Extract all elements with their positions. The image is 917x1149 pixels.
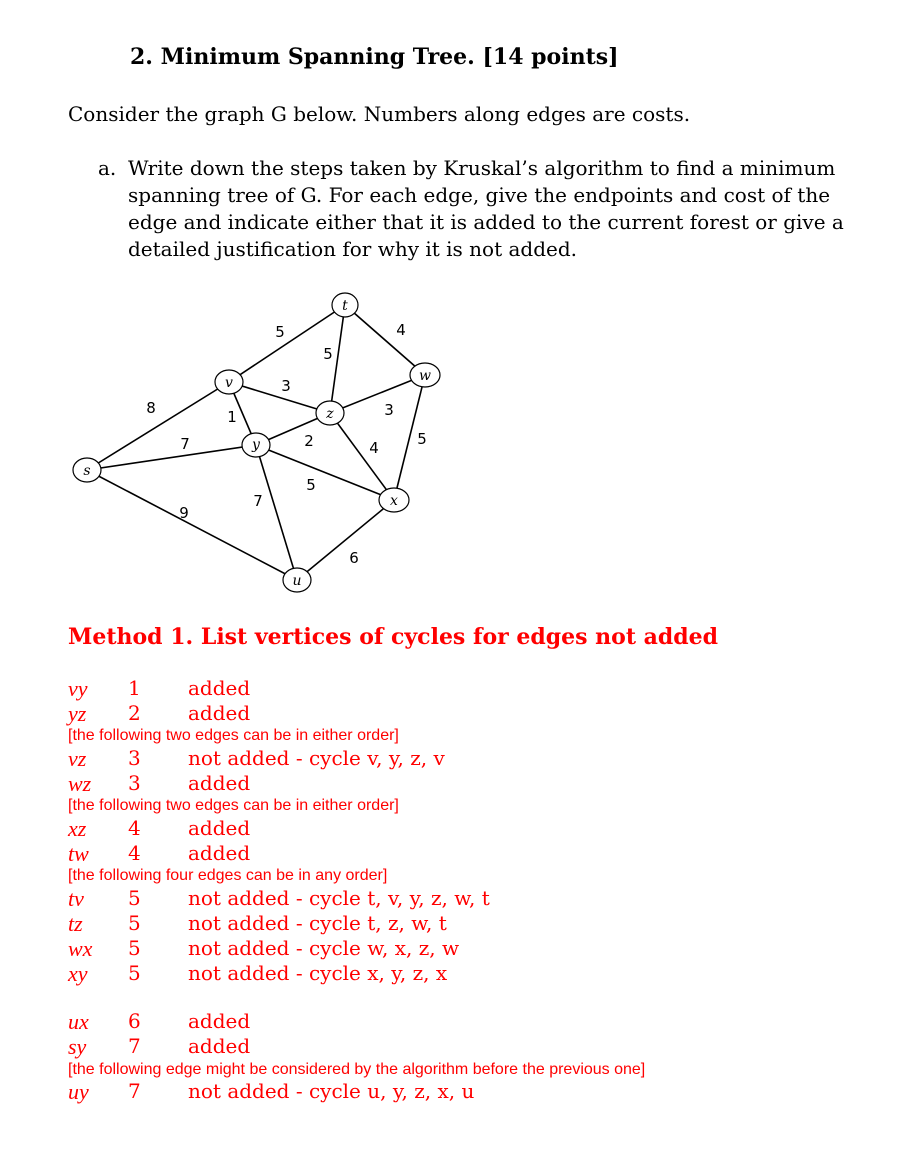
vertex-label-w: w	[419, 368, 431, 384]
edge-cost-z-x: 4	[369, 439, 379, 457]
step-edge: ux	[68, 1009, 89, 1034]
edge-cost-s-u: 9	[179, 504, 189, 522]
step-cost: 5	[128, 936, 141, 960]
edge-s-y	[87, 445, 256, 470]
step-edge: wz	[68, 771, 92, 796]
part-a-label: a.	[98, 156, 117, 180]
edge-u-x	[297, 500, 394, 580]
step-edge: uy	[68, 1079, 89, 1104]
vertex-z	[316, 401, 344, 425]
edge-cost-u-x: 6	[349, 549, 359, 567]
edge-v-z	[229, 382, 330, 413]
step-edge: yz	[68, 701, 87, 726]
edge-s-v	[87, 382, 229, 470]
step-result: added	[188, 1009, 251, 1033]
step-result: added	[188, 841, 251, 865]
step-result: not added - cycle t, z, w, t	[188, 911, 447, 935]
part-a-text: Write down the steps taken by Kruskal’s algorithm to find a minimum spanning tree of G. For each edge, give the endpoints and cost of the edge and indicate either that it is added to the current forest or give a detailed justification for why it is not added.	[128, 156, 844, 261]
edge-s-u	[87, 470, 297, 580]
part-a-question	[98, 155, 878, 263]
vertex-label-t: t	[342, 298, 348, 314]
graph-vertices	[73, 293, 440, 592]
edge-cost-y-z: 2	[304, 432, 314, 450]
order-note: [the following edge might be considered by the algorithm before the previous one]	[68, 1061, 646, 1078]
order-note: [the following four edges can be in any order]	[68, 867, 388, 884]
step-edge: tv	[68, 886, 84, 911]
edge-cost-v-z: 3	[281, 377, 291, 395]
problem-heading: 2. Minimum Spanning Tree. [14 points]	[130, 44, 619, 70]
step-result: not added - cycle u, y, z, x, u	[188, 1079, 475, 1103]
step-cost: 3	[128, 746, 141, 770]
edge-cost-labels	[146, 321, 427, 567]
edge-cost-t-z: 5	[323, 345, 333, 363]
step-edge: sy	[68, 1034, 87, 1059]
step-edge: tw	[68, 841, 89, 866]
edge-cost-v-t: 5	[275, 323, 285, 341]
vertex-label-z: z	[326, 406, 334, 422]
step-edge: tz	[68, 911, 83, 936]
vertex-s	[73, 458, 101, 482]
step-edge: vz	[68, 746, 87, 771]
edge-cost-v-y: 1	[227, 408, 237, 426]
vertex-v	[215, 370, 243, 394]
step-edge: vy	[68, 676, 88, 701]
vertex-label-x: x	[390, 493, 398, 509]
vertex-w	[410, 363, 440, 387]
order-note: [the following two edges can be in either order]	[68, 797, 399, 814]
edge-cost-s-v: 8	[146, 399, 156, 417]
edge-cost-z-w: 3	[384, 401, 394, 419]
vertex-label-u: u	[292, 573, 302, 589]
step-cost: 1	[128, 676, 141, 700]
edge-cost-t-w: 4	[396, 321, 406, 339]
vertex-label-s: s	[83, 463, 91, 479]
step-result: added	[188, 701, 251, 725]
step-edge: wx	[68, 936, 93, 961]
edge-cost-s-y: 7	[180, 435, 190, 453]
step-cost: 3	[128, 771, 141, 795]
step-result: not added - cycle w, x, z, w	[188, 936, 460, 960]
step-cost: 5	[128, 961, 141, 985]
edge-cost-y-u: 7	[253, 492, 263, 510]
graph-g	[60, 285, 480, 600]
step-edge: xz	[68, 816, 87, 841]
step-result: added	[188, 771, 251, 795]
step-cost: 5	[128, 911, 141, 935]
step-cost: 4	[128, 841, 141, 865]
step-cost: 7	[128, 1034, 141, 1058]
vertex-t	[332, 293, 358, 317]
edge-t-w	[345, 305, 425, 375]
step-result: added	[188, 1034, 251, 1058]
step-result: added	[188, 816, 251, 840]
step-result: not added - cycle v, y, z, v	[188, 746, 445, 770]
order-note: [the following two edges can be in either order]	[68, 727, 399, 744]
edge-v-t	[229, 305, 345, 382]
vertex-u	[283, 568, 311, 592]
method-title: Method 1. List vertices of cycles for edges not added	[68, 624, 719, 650]
vertex-x	[379, 488, 409, 512]
step-cost: 4	[128, 816, 141, 840]
step-edge: xy	[68, 961, 88, 986]
step-cost: 5	[128, 886, 141, 910]
step-cost: 2	[128, 701, 141, 725]
step-cost: 7	[128, 1079, 141, 1103]
edge-cost-w-x: 5	[417, 430, 427, 448]
step-result: added	[188, 676, 251, 700]
step-cost: 6	[128, 1009, 141, 1033]
step-result: not added - cycle x, y, z, x	[188, 961, 448, 985]
step-result: not added - cycle t, v, y, z, w, t	[188, 886, 490, 910]
edge-z-w	[330, 375, 425, 413]
edge-y-u	[256, 445, 297, 580]
vertex-y	[242, 433, 270, 457]
problem-intro: Consider the graph G below. Numbers along edges are costs.	[68, 102, 691, 126]
vertex-label-v: v	[225, 375, 233, 391]
vertex-label-y: y	[252, 437, 260, 453]
edge-cost-y-x: 5	[306, 476, 316, 494]
